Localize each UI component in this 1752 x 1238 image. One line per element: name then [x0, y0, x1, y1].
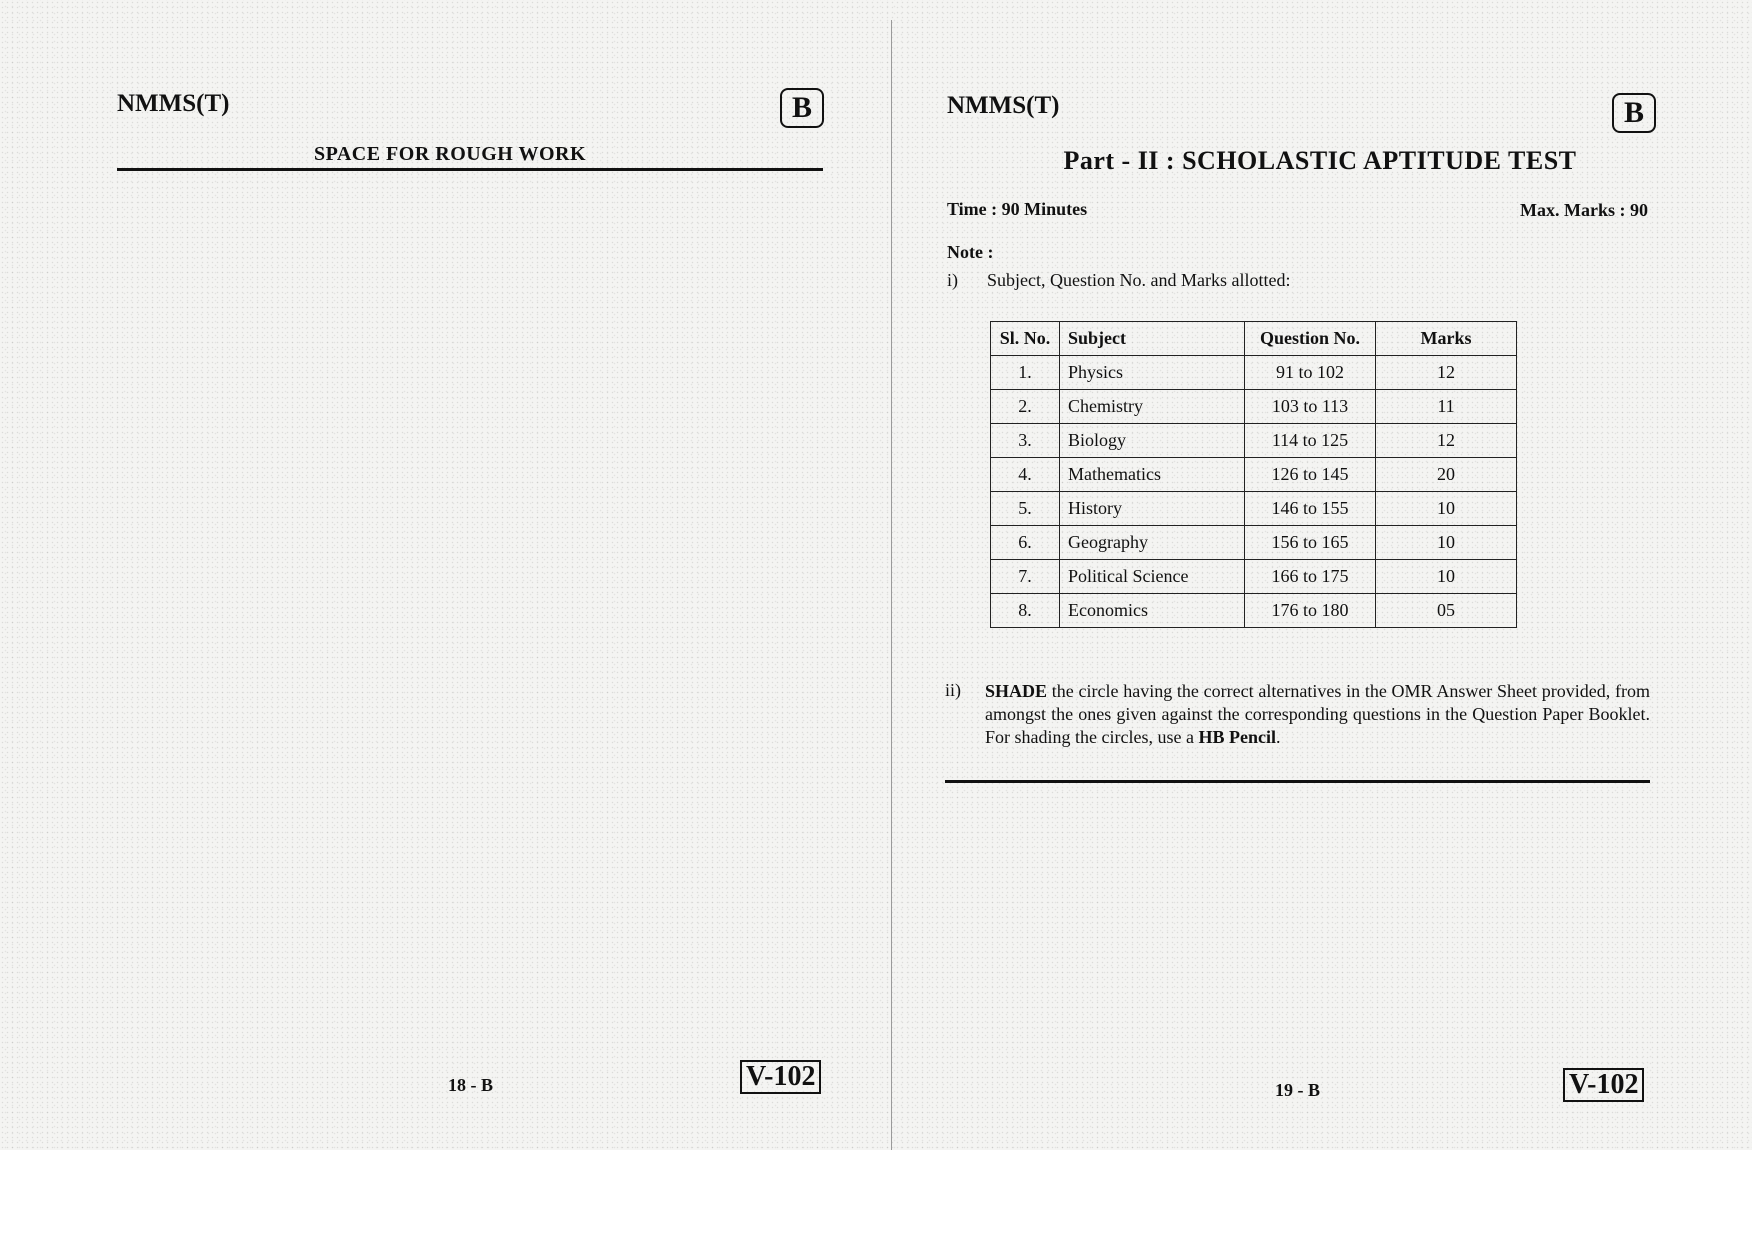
series-badge: B	[1612, 93, 1656, 133]
right-page	[895, 0, 1745, 1150]
page-number: 19 - B	[1275, 1080, 1320, 1100]
max-marks: Max. Marks : 90	[1520, 200, 1648, 220]
exam-code-header: NMMS(T)	[117, 90, 230, 117]
marks-cell: 12	[1376, 356, 1517, 390]
marks-allotment-table	[990, 321, 1517, 628]
serial-cell: 7.	[991, 560, 1060, 594]
part-title: Part - II : SCHOLASTIC APTITUDE TEST	[1063, 146, 1577, 175]
question-range-cell: 126 to 145	[1245, 458, 1376, 492]
table-row	[991, 356, 1517, 390]
scan-bottom-margin	[0, 1150, 1752, 1238]
table-row	[991, 492, 1517, 526]
page-fold-line	[891, 20, 892, 1150]
table-row	[991, 594, 1517, 628]
subject-cell: Physics	[1060, 356, 1245, 390]
table-row	[991, 526, 1517, 560]
table-header-row	[991, 322, 1517, 356]
subject-cell: Chemistry	[1060, 390, 1245, 424]
rough-work-title: SPACE FOR ROUGH WORK	[313, 143, 587, 165]
note-1-text: Subject, Question No. and Marks allotted:	[987, 270, 1291, 290]
table-row	[991, 560, 1517, 594]
subject-cell: Biology	[1060, 424, 1245, 458]
serial-cell: 8.	[991, 594, 1060, 628]
question-range-cell: 103 to 113	[1245, 390, 1376, 424]
serial-cell: 2.	[991, 390, 1060, 424]
marks-cell: 11	[1376, 390, 1517, 424]
question-range-cell: 176 to 180	[1245, 594, 1376, 628]
subject-cell: Mathematics	[1060, 458, 1245, 492]
booklet-code-box: V-102	[740, 1060, 821, 1094]
subject-cell: History	[1060, 492, 1245, 526]
time-allowed: Time : 90 Minutes	[947, 199, 1088, 219]
exam-code-header: NMMS(T)	[947, 92, 1060, 119]
title-underline	[117, 168, 823, 171]
note-2-bold-start: SHADE	[985, 681, 1048, 701]
marks-cell: 10	[1376, 526, 1517, 560]
subject-cell: Political Science	[1060, 560, 1245, 594]
serial-cell: 3.	[991, 424, 1060, 458]
column-header: Sl. No.	[991, 322, 1060, 356]
marks-cell: 12	[1376, 424, 1517, 458]
note-2-end: .	[1275, 727, 1281, 747]
marks-cell: 20	[1376, 458, 1517, 492]
note-label: Note :	[947, 242, 994, 262]
table-row	[991, 458, 1517, 492]
section-end-rule	[945, 780, 1650, 783]
table-row	[991, 424, 1517, 458]
question-range-cell: 114 to 125	[1245, 424, 1376, 458]
page-number: 18 - B	[448, 1075, 493, 1095]
question-range-cell: 91 to 102	[1245, 356, 1376, 390]
serial-cell: 5.	[991, 492, 1060, 526]
question-range-cell: 146 to 155	[1245, 492, 1376, 526]
note-2-text: the circle having the correct alternatives in the OMR Answer Sheet provided, from amongst the ones given against the corresponding questions in the Question Paper Booklet. For shading the circles, use a	[985, 681, 1650, 747]
left-page	[20, 0, 890, 1150]
subject-cell: Geography	[1060, 526, 1245, 560]
serial-cell: 1.	[991, 356, 1060, 390]
question-range-cell: 156 to 165	[1245, 526, 1376, 560]
marks-cell: 05	[1376, 594, 1517, 628]
column-header: Subject	[1060, 322, 1245, 356]
note-1-number: i)	[947, 270, 958, 290]
column-header: Question No.	[1245, 322, 1376, 356]
column-header: Marks	[1376, 322, 1517, 356]
note-2-bold-end: HB Pencil	[1198, 727, 1276, 747]
marks-cell: 10	[1376, 560, 1517, 594]
note-2-paragraph	[985, 680, 1650, 749]
question-range-cell: 166 to 175	[1245, 560, 1376, 594]
booklet-code-box: V-102	[1563, 1068, 1644, 1102]
serial-cell: 4.	[991, 458, 1060, 492]
series-badge: B	[780, 88, 824, 128]
subject-cell: Economics	[1060, 594, 1245, 628]
serial-cell: 6.	[991, 526, 1060, 560]
note-2-number: ii)	[945, 680, 961, 700]
marks-cell: 10	[1376, 492, 1517, 526]
table-row	[991, 390, 1517, 424]
